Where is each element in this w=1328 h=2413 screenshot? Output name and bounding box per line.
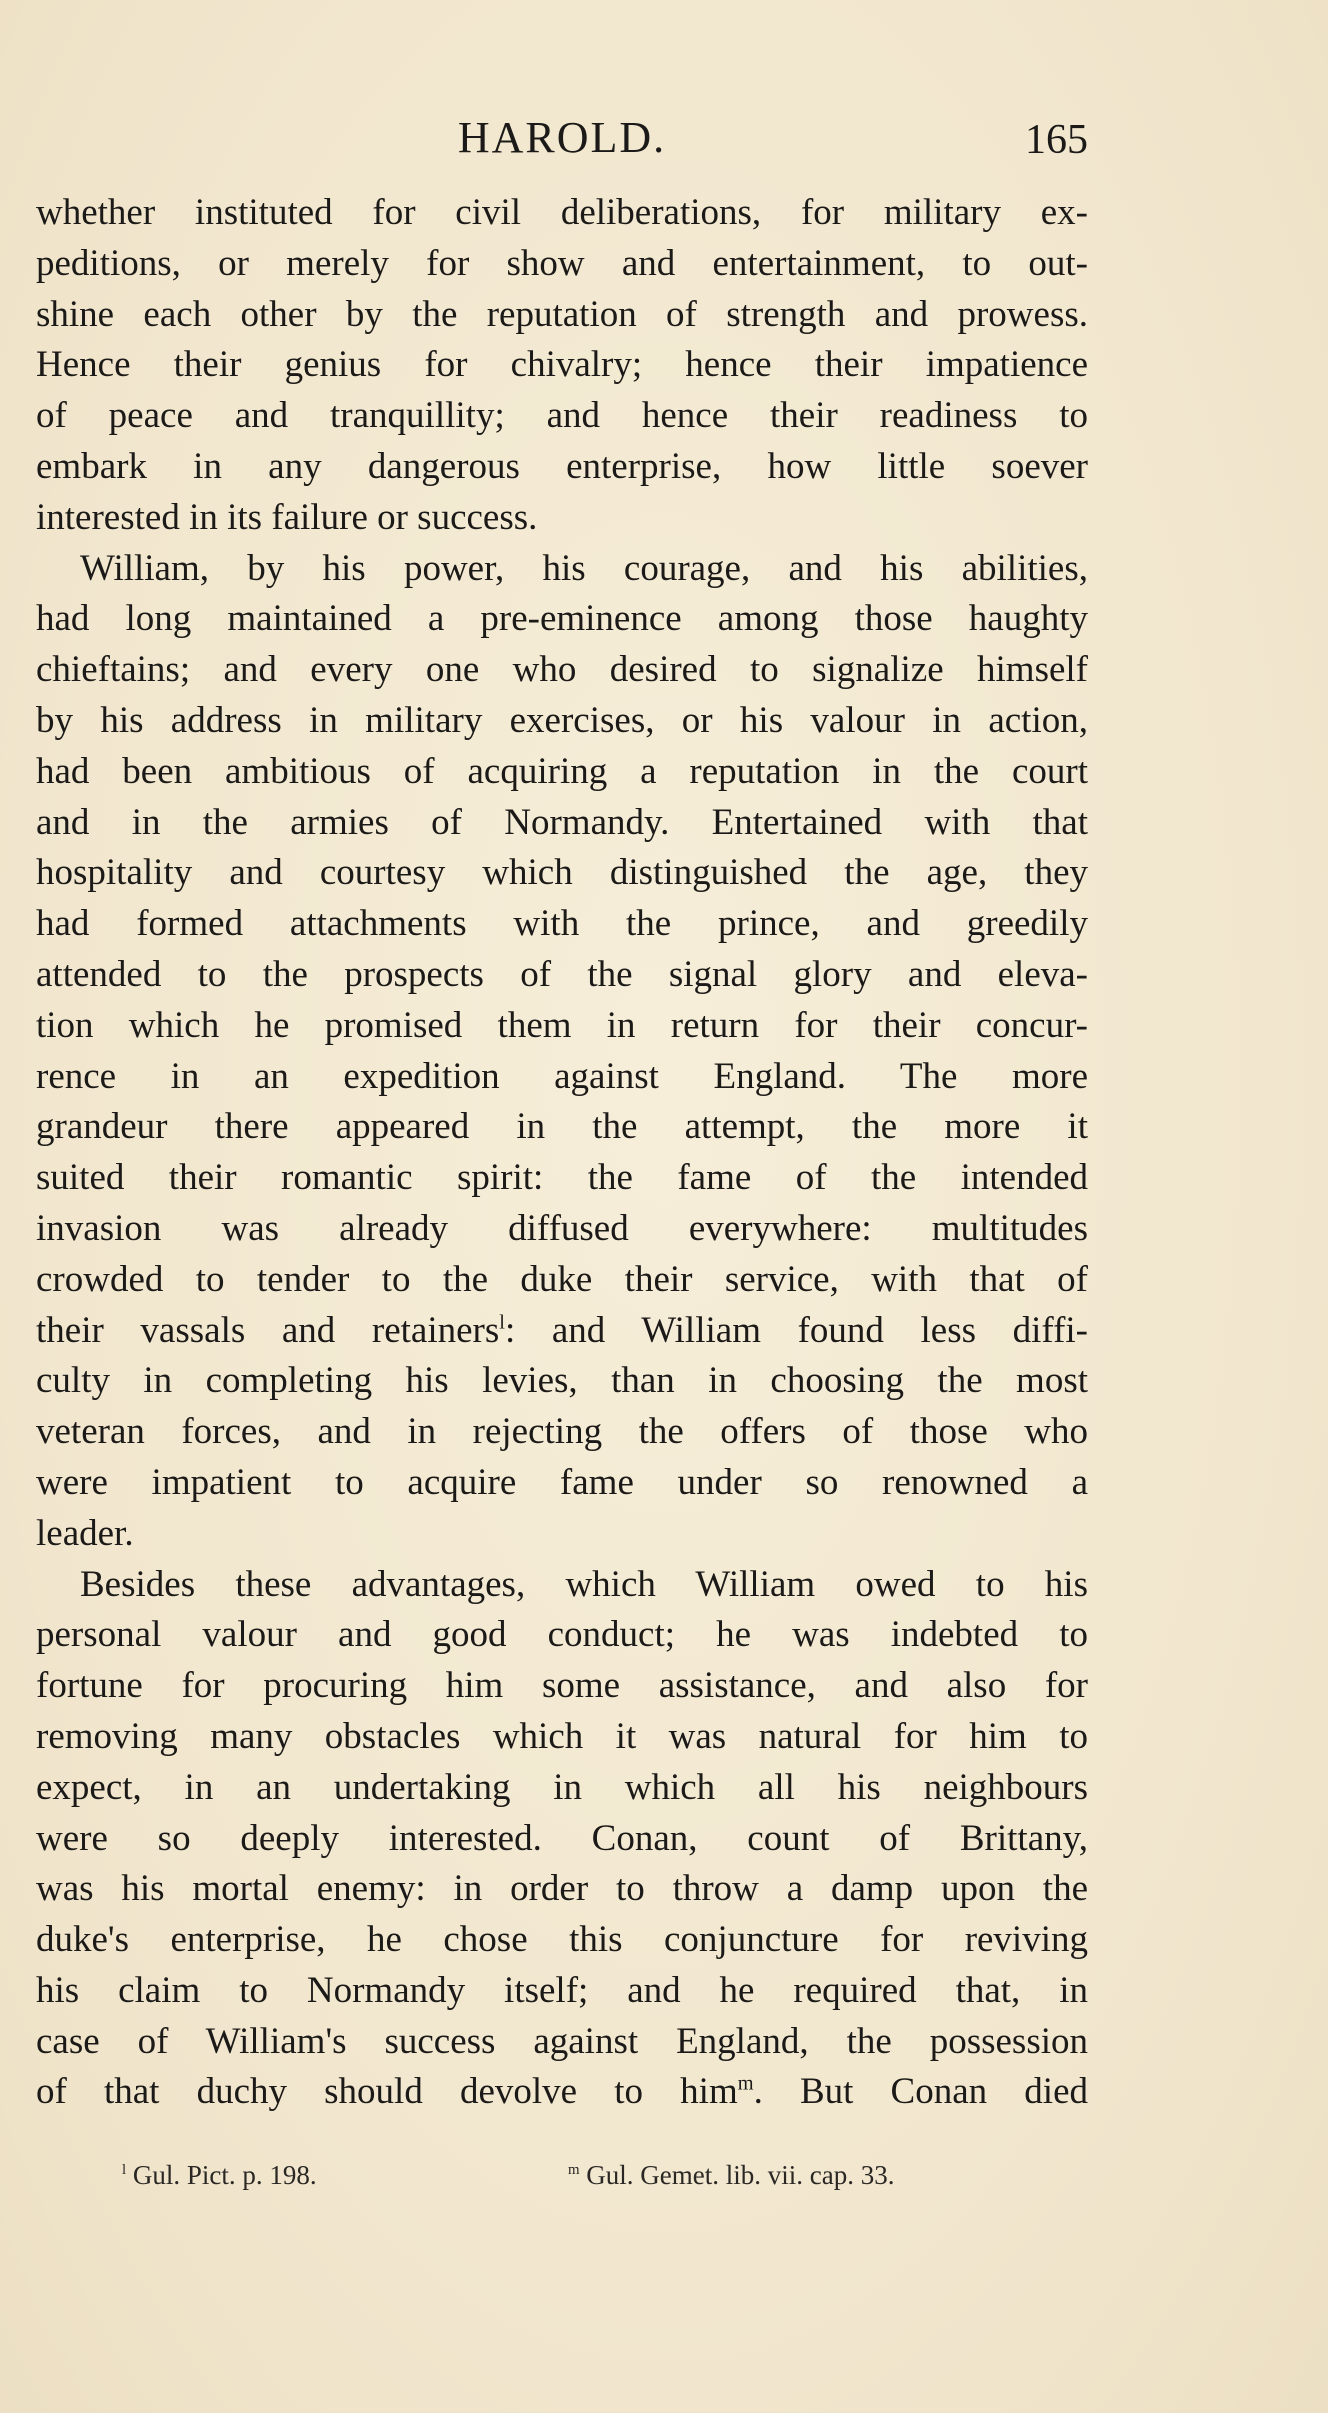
footnotes — [36, 2160, 1088, 2200]
text-line: had formed attachments with the prince, and greedily — [36, 903, 1088, 945]
text-line: case of William's success against England, the possession — [36, 2020, 1088, 2062]
text-line: embark in any dangerous enterprise, how little soever — [36, 445, 1088, 487]
footnote-text: Gul. Pict. p. 198. — [126, 2160, 317, 2190]
footnote-ref-l: l — [499, 1311, 505, 1334]
text-line: were impatient to acquire fame under so renowned a — [36, 1461, 1088, 1503]
footnote-ref-m: m — [737, 2073, 754, 2096]
text-line: leader. — [36, 1512, 134, 1554]
text-line: whether instituted for civil deliberations, for military ex- — [36, 192, 1088, 233]
text-line: had been ambitious of acquiring a reputation in the court — [36, 750, 1088, 792]
line-segment: their vassals and retainers — [36, 1309, 500, 1351]
footnote-l — [122, 2160, 317, 2191]
page-header — [36, 112, 1088, 172]
text-line: expect, in an undertaking in which all his neighbours — [36, 1766, 1088, 1808]
page-number: 165 — [1025, 117, 1088, 163]
text-line: of peace and tranquillity; and hence their readiness to — [36, 395, 1088, 437]
text-line: suited their romantic spirit: the fame of the intended — [36, 1157, 1088, 1199]
text-line: and in the armies of Normandy. Entertained with that — [36, 801, 1088, 843]
footnote-marker: m — [568, 2162, 580, 2178]
text-line: personal valour and good conduct; he was indebted to — [36, 1614, 1088, 1656]
running-title: HAROLD. — [457, 113, 667, 162]
text-line-with-footnote — [36, 1306, 1088, 1357]
line-segment: . But Conan died — [753, 2071, 1088, 2113]
text-line: grandeur there appeared in the attempt, the more it — [36, 1106, 1088, 1148]
text-line: had long maintained a pre-eminence among those haughty — [36, 598, 1088, 640]
line-segment: : and William found less diffi- — [504, 1309, 1088, 1351]
footnote-m — [568, 2160, 895, 2191]
text-line: interested in its failure or success. — [36, 496, 538, 538]
text-line: attended to the prospects of the signal glory and eleva- — [36, 953, 1088, 995]
text-line: by his address in military exercises, or his valour in action, — [36, 699, 1088, 741]
text-line: was his mortal enemy: in order to throw a damp upon the — [36, 1868, 1088, 1910]
text-line: his claim to Normandy itself; and he required that, in — [36, 1969, 1088, 2011]
text-line-with-footnote — [36, 2067, 1088, 2118]
text-line: crowded to tender to the duke their service, with that of — [36, 1258, 1088, 1300]
paragraph-start-line: William, by his power, his courage, and his abilities, — [80, 547, 1088, 589]
text-line: Hence their genius for chivalry; hence their impatience — [36, 344, 1088, 386]
text-line: duke's enterprise, he chose this conjuncture for reviving — [36, 1919, 1088, 1961]
text-line: veteran forces, and in rejecting the offers of those who — [36, 1411, 1088, 1453]
footnote-text: Gul. Gemet. lib. vii. cap. 33. — [579, 2160, 895, 2190]
line-segment: of that duchy should devolve to him — [36, 2071, 738, 2113]
footnote-marker: l — [122, 2162, 127, 2178]
text-line: hospitality and courtesy which distinguished the age, they — [36, 852, 1088, 894]
text-line: invasion was already diffused everywhere: multitudes — [36, 1207, 1088, 1249]
text-line: were so deeply interested. Conan, count of Brittany, — [36, 1817, 1088, 1859]
text-line: peditions, or merely for show and entertainment, to out- — [36, 242, 1088, 284]
paragraph-start-line: Besides these advantages, which William owed to his — [80, 1563, 1088, 1605]
text-line: shine each other by the reputation of strength and prowess. — [36, 293, 1088, 335]
text-line: removing many obstacles which it was natural for him to — [36, 1715, 1088, 1757]
text-line: chieftains; and every one who desired to signalize himself — [36, 649, 1088, 691]
text-line: rence in an expedition against England. The more — [36, 1055, 1088, 1097]
text-line: tion which he promised them in return for their concur- — [36, 1004, 1088, 1046]
body-text — [36, 188, 1088, 2118]
text-line: fortune for procuring him some assistance, and also for — [36, 1665, 1088, 1707]
text-line: culty in completing his levies, than in choosing the most — [36, 1360, 1088, 1402]
